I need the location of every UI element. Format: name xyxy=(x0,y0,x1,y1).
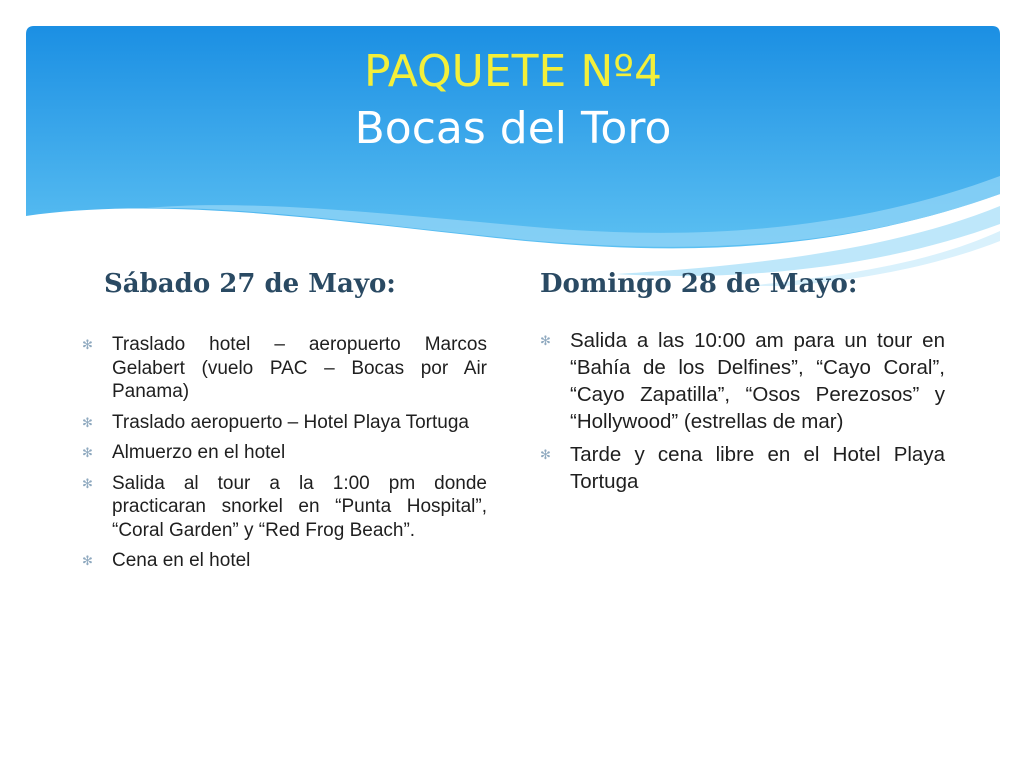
right-column-heading: Domingo 28 de Mayo: xyxy=(540,269,858,299)
list-item xyxy=(540,441,945,495)
list-item-text: Cena en el hotel xyxy=(112,550,251,571)
list-item-text: Salida al tour a la 1:00 pm donde practicaran snorkel en “Punta Hospital”, “Coral Garden” y “Red Frog Beach”. xyxy=(112,472,487,541)
list-item xyxy=(82,333,487,404)
asterisk-bullet-icon: ✻ xyxy=(82,337,93,352)
list-item-text: Salida a las 10:00 am para un tour en “Bahía de los Delfines”, “Cayo Coral”, “Cayo Zapatilla”, “Osos Perezosos” y “Hollywood” (estrellas de mar) xyxy=(570,329,945,433)
list-item-text: Tarde y cena libre en el Hotel Playa Tortuga xyxy=(570,443,945,493)
list-item-text: Traslado hotel – aeropuerto Marcos Gelabert (vuelo PAC – Bocas por Air Panama) xyxy=(112,334,487,402)
asterisk-bullet-icon: ✻ xyxy=(540,333,551,348)
list-item xyxy=(82,411,487,435)
list-item-text: Traslado aeropuerto – Hotel Playa Tortuga xyxy=(112,411,469,433)
page-subtitle: Bocas del Toro xyxy=(354,103,672,154)
list-item xyxy=(82,472,487,543)
asterisk-bullet-icon: ✻ xyxy=(82,445,93,460)
list-item-text: Almuerzo en el hotel xyxy=(112,442,286,463)
right-itinerary-list xyxy=(540,327,945,501)
list-item xyxy=(82,549,487,573)
asterisk-bullet-icon: ✻ xyxy=(82,553,93,568)
list-item xyxy=(82,441,487,465)
asterisk-bullet-icon: ✻ xyxy=(540,447,551,462)
page-title: PAQUETE Nº4 xyxy=(364,46,662,97)
title-block xyxy=(26,44,1000,158)
left-itinerary-list xyxy=(82,333,487,580)
list-item xyxy=(540,327,945,435)
asterisk-bullet-icon: ✻ xyxy=(82,414,93,430)
left-column-heading: Sábado 27 de Mayo: xyxy=(104,269,396,299)
asterisk-bullet-icon: ✻ xyxy=(82,475,93,491)
